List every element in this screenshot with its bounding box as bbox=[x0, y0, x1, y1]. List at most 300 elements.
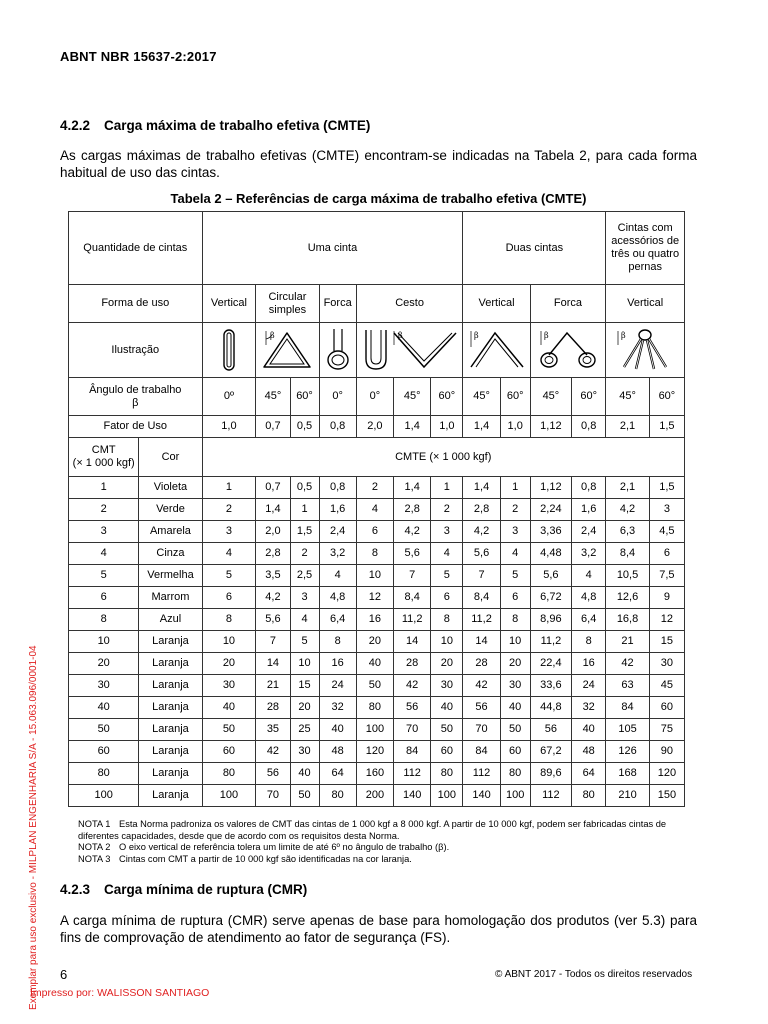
label-cmt bbox=[69, 438, 139, 477]
cmte-value-cell: 28 bbox=[256, 697, 290, 719]
cmte-value-cell: 4,8 bbox=[572, 587, 606, 609]
cmte-value-cell: 16 bbox=[319, 653, 356, 675]
forma-duas-vertical: Vertical bbox=[463, 285, 530, 323]
cor-cell: Verde bbox=[139, 499, 202, 521]
cmte-value-cell: 1 bbox=[202, 477, 256, 499]
cmte-value-cell: 140 bbox=[463, 785, 500, 807]
table-row bbox=[69, 543, 685, 565]
cmte-value-cell: 40 bbox=[431, 697, 463, 719]
cmte-value-cell: 210 bbox=[606, 785, 649, 807]
fator-value: 0,5 bbox=[290, 416, 319, 438]
cmte-value-cell: 40 bbox=[356, 653, 393, 675]
angulo-value: 60° bbox=[500, 378, 530, 416]
cmte-value-cell: 4,8 bbox=[319, 587, 356, 609]
section-title: Carga mínima de ruptura (CMR) bbox=[104, 882, 308, 897]
cmte-value-cell: 6,3 bbox=[606, 521, 649, 543]
cmte-value-cell: 100 bbox=[356, 719, 393, 741]
cmte-value-cell: 6 bbox=[356, 521, 393, 543]
table-row bbox=[69, 719, 685, 741]
fator-value: 1,0 bbox=[202, 416, 256, 438]
cmte-value-cell: 6,4 bbox=[319, 609, 356, 631]
cmte-value-cell: 8,4 bbox=[394, 587, 431, 609]
section-number: 4.2.2 bbox=[60, 118, 91, 133]
table-row bbox=[69, 521, 685, 543]
label-quantidade: Quantidade de cintas bbox=[69, 212, 203, 285]
cmte-value-cell: 28 bbox=[463, 653, 500, 675]
cmt-cell: 4 bbox=[69, 543, 139, 565]
cmte-value-cell: 1 bbox=[500, 477, 530, 499]
cmte-value-cell: 30 bbox=[500, 675, 530, 697]
cmte-value-cell: 3 bbox=[649, 499, 684, 521]
multi-leg-sling-icon bbox=[610, 327, 680, 373]
fator-value: 1,4 bbox=[394, 416, 431, 438]
cmt-cell: 20 bbox=[69, 653, 139, 675]
section-422-paragraph: As cargas máximas de trabalho efetivas (CMTE) encontram-se indicadas na Tabela 2, para cada forma habitual de uso das cintas. bbox=[60, 148, 697, 180]
cmte-value-cell: 2,4 bbox=[572, 521, 606, 543]
cmte-value-cell: 1,4 bbox=[394, 477, 431, 499]
cor-cell: Laranja bbox=[139, 719, 202, 741]
cmte-value-cell: 30 bbox=[290, 741, 319, 763]
label-forma: Forma de uso bbox=[69, 285, 203, 323]
cmte-value-cell: 6 bbox=[500, 587, 530, 609]
cor-cell: Laranja bbox=[139, 631, 202, 653]
cmte-value-cell: 3 bbox=[431, 521, 463, 543]
cmte-value-cell: 8 bbox=[356, 543, 393, 565]
cor-cell: Azul bbox=[139, 609, 202, 631]
note-label: NOTA 1 bbox=[78, 819, 111, 829]
cmte-value-cell: 1,6 bbox=[572, 499, 606, 521]
cmte-value-cell: 3,36 bbox=[530, 521, 571, 543]
cmt-cell: 6 bbox=[69, 587, 139, 609]
cor-cell: Cinza bbox=[139, 543, 202, 565]
cor-cell: Laranja bbox=[139, 763, 202, 785]
cmte-value-cell: 16 bbox=[572, 653, 606, 675]
cmte-value-cell: 40 bbox=[319, 719, 356, 741]
two-slings-choke-icon bbox=[535, 327, 601, 373]
beta-symbol: β bbox=[270, 331, 276, 340]
cmte-value-cell: 63 bbox=[606, 675, 649, 697]
cmte-table bbox=[68, 211, 685, 807]
cmte-value-cell: 11,2 bbox=[530, 631, 571, 653]
cmte-value-cell: 70 bbox=[463, 719, 500, 741]
cmte-value-cell: 2,8 bbox=[463, 499, 500, 521]
angulo-label-line2: β bbox=[132, 396, 139, 409]
cmte-value-cell: 5,6 bbox=[530, 565, 571, 587]
table-row bbox=[69, 785, 685, 807]
ill-duas-vertical-cell bbox=[463, 323, 530, 378]
cmte-value-cell: 4,2 bbox=[394, 521, 431, 543]
beta-symbol: β bbox=[473, 331, 479, 340]
forma-circular: Circular simples bbox=[256, 285, 319, 323]
cmte-value-cell: 112 bbox=[394, 763, 431, 785]
cmte-value-cell: 16,8 bbox=[606, 609, 649, 631]
header-acessorios: Cintas com acessórios de três ou quatro pernas bbox=[606, 212, 685, 285]
cmte-value-cell: 8,4 bbox=[606, 543, 649, 565]
cmte-value-cell: 7 bbox=[463, 565, 500, 587]
section-number: 4.2.3 bbox=[60, 882, 91, 897]
cmte-value-cell: 14 bbox=[394, 631, 431, 653]
cmte-value-cell: 1,5 bbox=[649, 477, 684, 499]
label-cor: Cor bbox=[139, 438, 202, 477]
cmte-value-cell: 112 bbox=[463, 763, 500, 785]
cmte-value-cell: 1 bbox=[290, 499, 319, 521]
cmte-value-cell: 7 bbox=[394, 565, 431, 587]
row-fator bbox=[69, 416, 685, 438]
angulo-value: 45° bbox=[463, 378, 500, 416]
two-slings-vertical-icon bbox=[465, 327, 529, 373]
cmt-cell: 5 bbox=[69, 565, 139, 587]
beta-symbol: β bbox=[397, 331, 403, 340]
cor-cell: Laranja bbox=[139, 697, 202, 719]
cmte-value-cell: 8 bbox=[202, 609, 256, 631]
sling-vertical-icon bbox=[219, 327, 239, 373]
cmte-value-cell: 70 bbox=[394, 719, 431, 741]
cmte-value-cell: 10 bbox=[431, 631, 463, 653]
cmte-value-cell: 64 bbox=[319, 763, 356, 785]
cmte-value-cell: 8 bbox=[431, 609, 463, 631]
cmte-value-cell: 5 bbox=[202, 565, 256, 587]
cmte-value-cell: 3 bbox=[290, 587, 319, 609]
cmt-cell: 80 bbox=[69, 763, 139, 785]
cmte-value-cell: 100 bbox=[431, 785, 463, 807]
cmte-value-cell: 20 bbox=[500, 653, 530, 675]
fator-value: 2,1 bbox=[606, 416, 649, 438]
section-423-heading bbox=[60, 882, 307, 897]
cmte-value-cell: 20 bbox=[290, 697, 319, 719]
cmte-value-cell: 100 bbox=[500, 785, 530, 807]
cmte-value-cell: 4,5 bbox=[649, 521, 684, 543]
table-row bbox=[69, 565, 685, 587]
fator-value: 1,4 bbox=[463, 416, 500, 438]
cmte-value-cell: 0,7 bbox=[256, 477, 290, 499]
note-2 bbox=[78, 842, 688, 854]
cmte-value-cell: 60 bbox=[500, 741, 530, 763]
table-caption: Tabela 2 – Referências de carga máxima de trabalho efetiva (CMTE) bbox=[170, 191, 587, 206]
angulo-value: 45° bbox=[256, 378, 290, 416]
row-forma bbox=[69, 285, 685, 323]
cmte-value-cell: 2,8 bbox=[394, 499, 431, 521]
cmte-value-cell: 2,4 bbox=[319, 521, 356, 543]
cmt-cell: 10 bbox=[69, 631, 139, 653]
cmte-value-cell: 10 bbox=[500, 631, 530, 653]
cmte-value-cell: 0,5 bbox=[290, 477, 319, 499]
cmte-value-cell: 2 bbox=[290, 543, 319, 565]
angulo-value: 60° bbox=[649, 378, 684, 416]
cmte-value-cell: 40 bbox=[290, 763, 319, 785]
cmte-value-cell: 8 bbox=[319, 631, 356, 653]
cor-cell: Vermelha bbox=[139, 565, 202, 587]
cmte-value-cell: 5 bbox=[500, 565, 530, 587]
cmte-value-cell: 2 bbox=[500, 499, 530, 521]
cmte-value-cell: 20 bbox=[431, 653, 463, 675]
cmte-value-cell: 30 bbox=[431, 675, 463, 697]
cmte-value-cell: 2,5 bbox=[290, 565, 319, 587]
beta-symbol: β bbox=[543, 331, 549, 340]
angulo-label-line1: Ângulo de trabalho bbox=[89, 383, 182, 396]
cmte-value-cell: 2,8 bbox=[256, 543, 290, 565]
cmte-value-cell: 25 bbox=[290, 719, 319, 741]
note-text: O eixo vertical de referência tolera um limite de até 6º no ângulo de trabalho (β). bbox=[119, 842, 450, 852]
cmte-value-cell: 56 bbox=[394, 697, 431, 719]
cmte-value-cell: 0,8 bbox=[572, 477, 606, 499]
sling-basket-icon bbox=[358, 327, 462, 373]
sling-circular-choke-icon bbox=[258, 327, 316, 373]
cmte-value-cell: 1,4 bbox=[463, 477, 500, 499]
cmte-value-cell: 8,4 bbox=[463, 587, 500, 609]
cmte-value-cell: 4 bbox=[319, 565, 356, 587]
cmte-value-cell: 21 bbox=[256, 675, 290, 697]
row-quantidade bbox=[69, 212, 685, 285]
cmte-value-cell: 6 bbox=[431, 587, 463, 609]
cmt-cell: 100 bbox=[69, 785, 139, 807]
cmte-value-cell: 8 bbox=[572, 631, 606, 653]
cmte-value-cell: 4 bbox=[500, 543, 530, 565]
table-row bbox=[69, 741, 685, 763]
cmte-value-cell: 75 bbox=[649, 719, 684, 741]
cmte-value-cell: 30 bbox=[202, 675, 256, 697]
cmte-value-cell: 84 bbox=[394, 741, 431, 763]
table-row bbox=[69, 609, 685, 631]
table-row bbox=[69, 631, 685, 653]
cmte-value-cell: 2 bbox=[431, 499, 463, 521]
cmte-value-cell: 4 bbox=[572, 565, 606, 587]
cmte-value-cell: 5 bbox=[290, 631, 319, 653]
cmte-value-cell: 21 bbox=[606, 631, 649, 653]
cmte-value-cell: 126 bbox=[606, 741, 649, 763]
fator-value: 2,0 bbox=[356, 416, 393, 438]
forma-forca: Forca bbox=[319, 285, 356, 323]
table-row bbox=[69, 587, 685, 609]
cmte-value-cell: 4 bbox=[431, 543, 463, 565]
cmte-value-cell: 3 bbox=[500, 521, 530, 543]
table-row bbox=[69, 763, 685, 785]
label-cmte: CMTE (× 1 000 kgf) bbox=[202, 438, 684, 477]
copyright-notice: © ABNT 2017 - Todos os direitos reservados bbox=[495, 969, 693, 980]
cmte-value-cell: 80 bbox=[202, 763, 256, 785]
cmte-value-cell: 42 bbox=[394, 675, 431, 697]
table-row bbox=[69, 477, 685, 499]
fator-value: 1,5 bbox=[649, 416, 684, 438]
sling-choke-icon bbox=[324, 327, 352, 373]
cmte-value-cell: 3 bbox=[202, 521, 256, 543]
fator-value: 1,12 bbox=[530, 416, 571, 438]
label-fator: Fator de Uso bbox=[69, 416, 203, 438]
cmte-value-cell: 60 bbox=[202, 741, 256, 763]
cmte-value-cell: 15 bbox=[290, 675, 319, 697]
fator-value: 0,7 bbox=[256, 416, 290, 438]
cmte-value-cell: 112 bbox=[530, 785, 571, 807]
angulo-value: 45° bbox=[394, 378, 431, 416]
cmte-value-cell: 2 bbox=[356, 477, 393, 499]
table-row bbox=[69, 675, 685, 697]
cmt-cell: 60 bbox=[69, 741, 139, 763]
cmte-value-cell: 14 bbox=[463, 631, 500, 653]
angulo-value: 45° bbox=[606, 378, 649, 416]
ill-circular-cell bbox=[256, 323, 319, 378]
cmte-value-cell: 10 bbox=[290, 653, 319, 675]
angulo-value: 60° bbox=[290, 378, 319, 416]
cmte-value-cell: 140 bbox=[394, 785, 431, 807]
note-label: NOTA 2 bbox=[78, 842, 111, 852]
cmte-value-cell: 84 bbox=[606, 697, 649, 719]
cmte-value-cell: 80 bbox=[500, 763, 530, 785]
cmte-value-cell: 1,4 bbox=[256, 499, 290, 521]
cmt-cell: 1 bbox=[69, 477, 139, 499]
cmte-value-cell: 30 bbox=[649, 653, 684, 675]
fator-value: 0,8 bbox=[319, 416, 356, 438]
cmte-value-cell: 16 bbox=[356, 609, 393, 631]
cmte-value-cell: 50 bbox=[356, 675, 393, 697]
label-angulo bbox=[69, 378, 203, 416]
section-title: Carga máxima de trabalho efetiva (CMTE) bbox=[104, 118, 371, 133]
cmte-value-cell: 80 bbox=[572, 785, 606, 807]
cmte-value-cell: 6 bbox=[649, 543, 684, 565]
label-ilustracao: Ilustração bbox=[69, 323, 203, 378]
ill-vertical-cell bbox=[202, 323, 256, 378]
cmte-value-cell: 80 bbox=[319, 785, 356, 807]
cmte-value-cell: 120 bbox=[356, 741, 393, 763]
cmte-value-cell: 12 bbox=[649, 609, 684, 631]
cmte-value-cell: 12,6 bbox=[606, 587, 649, 609]
cmte-value-cell: 44,8 bbox=[530, 697, 571, 719]
cmte-value-cell: 40 bbox=[500, 697, 530, 719]
cmte-value-cell: 15 bbox=[649, 631, 684, 653]
beta-symbol: β bbox=[621, 331, 626, 340]
cmte-value-cell: 56 bbox=[256, 763, 290, 785]
cmte-value-cell: 20 bbox=[202, 653, 256, 675]
cmte-value-cell: 4,2 bbox=[606, 499, 649, 521]
cmte-value-cell: 0,8 bbox=[319, 477, 356, 499]
cmte-value-cell: 10 bbox=[202, 631, 256, 653]
cmte-value-cell: 160 bbox=[356, 763, 393, 785]
cmte-value-cell: 48 bbox=[319, 741, 356, 763]
cmte-value-cell: 7 bbox=[256, 631, 290, 653]
cmte-value-cell: 5,6 bbox=[256, 609, 290, 631]
cmte-value-cell: 14 bbox=[256, 653, 290, 675]
cmte-value-cell: 10,5 bbox=[606, 565, 649, 587]
angulo-value: 60° bbox=[572, 378, 606, 416]
cmte-value-cell: 50 bbox=[431, 719, 463, 741]
cmt-label-line1: CMT bbox=[91, 444, 116, 456]
cmte-value-cell: 1,6 bbox=[319, 499, 356, 521]
cmte-value-cell: 200 bbox=[356, 785, 393, 807]
cmte-value-cell: 60 bbox=[649, 697, 684, 719]
cmte-value-cell: 50 bbox=[202, 719, 256, 741]
cmte-value-cell: 4,2 bbox=[463, 521, 500, 543]
header-duas-cintas: Duas cintas bbox=[463, 212, 606, 285]
cmte-value-cell: 33,6 bbox=[530, 675, 571, 697]
ill-cesto-cell bbox=[356, 323, 463, 378]
cmte-value-cell: 2,24 bbox=[530, 499, 571, 521]
cmte-value-cell: 56 bbox=[463, 697, 500, 719]
cmt-cell: 50 bbox=[69, 719, 139, 741]
section-422-heading bbox=[60, 118, 370, 133]
cmt-label-line2: (× 1 000 kgf) bbox=[72, 457, 135, 469]
cmte-value-cell: 42 bbox=[256, 741, 290, 763]
cmte-value-cell: 42 bbox=[606, 653, 649, 675]
ill-acc-vertical-cell bbox=[606, 323, 685, 378]
cmte-value-cell: 11,2 bbox=[463, 609, 500, 631]
cmte-value-cell: 6 bbox=[202, 587, 256, 609]
cmte-value-cell: 6,4 bbox=[572, 609, 606, 631]
cmte-value-cell: 5 bbox=[431, 565, 463, 587]
cmte-value-cell: 90 bbox=[649, 741, 684, 763]
cmte-value-cell: 60 bbox=[431, 741, 463, 763]
cmte-value-cell: 24 bbox=[572, 675, 606, 697]
cmte-value-cell: 35 bbox=[256, 719, 290, 741]
cmte-value-cell: 48 bbox=[572, 741, 606, 763]
cmte-value-cell: 2 bbox=[202, 499, 256, 521]
cmte-value-cell: 56 bbox=[530, 719, 571, 741]
cor-cell: Laranja bbox=[139, 785, 202, 807]
cor-cell: Amarela bbox=[139, 521, 202, 543]
cmte-value-cell: 1,12 bbox=[530, 477, 571, 499]
cmte-value-cell: 100 bbox=[202, 785, 256, 807]
cmte-value-cell: 80 bbox=[356, 697, 393, 719]
cmte-value-cell: 2,1 bbox=[606, 477, 649, 499]
forma-acc-vertical: Vertical bbox=[606, 285, 685, 323]
cmte-value-cell: 5,6 bbox=[463, 543, 500, 565]
cor-cell: Laranja bbox=[139, 675, 202, 697]
cmte-value-cell: 10 bbox=[356, 565, 393, 587]
cmte-value-cell: 28 bbox=[394, 653, 431, 675]
cmte-value-cell: 20 bbox=[356, 631, 393, 653]
cmte-value-cell: 22,4 bbox=[530, 653, 571, 675]
cmte-value-cell: 8,96 bbox=[530, 609, 571, 631]
cmte-value-cell: 40 bbox=[202, 697, 256, 719]
cmte-value-cell: 3,2 bbox=[319, 543, 356, 565]
table-row bbox=[69, 653, 685, 675]
note-text: Esta Norma padroniza os valores de CMT das cintas de 1 000 kgf a 8 000 kgf. A partir de 10 000 kgf, podem ser fabricadas cintas de diferentes capacidades, desde que de acordo com os requisitos desta Norma. bbox=[78, 819, 667, 841]
cmte-value-cell: 105 bbox=[606, 719, 649, 741]
cmte-value-cell: 42 bbox=[463, 675, 500, 697]
note-1 bbox=[78, 819, 688, 842]
cmte-value-cell: 6,72 bbox=[530, 587, 571, 609]
cmt-cell: 3 bbox=[69, 521, 139, 543]
ill-forca-cell bbox=[319, 323, 356, 378]
angulo-value: 60° bbox=[431, 378, 463, 416]
header-uma-cinta: Uma cinta bbox=[202, 212, 463, 285]
cmte-value-cell: 4 bbox=[356, 499, 393, 521]
cmt-cell: 40 bbox=[69, 697, 139, 719]
forma-duas-forca: Forca bbox=[530, 285, 606, 323]
angulo-value: 0° bbox=[319, 378, 356, 416]
cmte-value-cell: 5,6 bbox=[394, 543, 431, 565]
page-number: 6 bbox=[60, 967, 68, 982]
cmte-value-cell: 64 bbox=[572, 763, 606, 785]
fator-value: 1,0 bbox=[431, 416, 463, 438]
cmte-value-cell: 84 bbox=[463, 741, 500, 763]
cmte-value-cell: 32 bbox=[572, 697, 606, 719]
cmte-value-cell: 168 bbox=[606, 763, 649, 785]
cmte-value-cell: 1 bbox=[431, 477, 463, 499]
cmte-value-cell: 12 bbox=[356, 587, 393, 609]
cmte-value-cell: 7,5 bbox=[649, 565, 684, 587]
cmt-cell: 2 bbox=[69, 499, 139, 521]
cmte-value-cell: 24 bbox=[319, 675, 356, 697]
cmte-value-cell: 80 bbox=[431, 763, 463, 785]
cor-cell: Laranja bbox=[139, 741, 202, 763]
cmte-value-cell: 9 bbox=[649, 587, 684, 609]
note-3 bbox=[78, 854, 688, 866]
table-row bbox=[69, 697, 685, 719]
forma-cesto: Cesto bbox=[356, 285, 463, 323]
forma-vertical: Vertical bbox=[202, 285, 256, 323]
angulo-value: 45° bbox=[530, 378, 571, 416]
cmte-value-cell: 11,2 bbox=[394, 609, 431, 631]
fator-value: 1,0 bbox=[500, 416, 530, 438]
cmte-value-cell: 70 bbox=[256, 785, 290, 807]
